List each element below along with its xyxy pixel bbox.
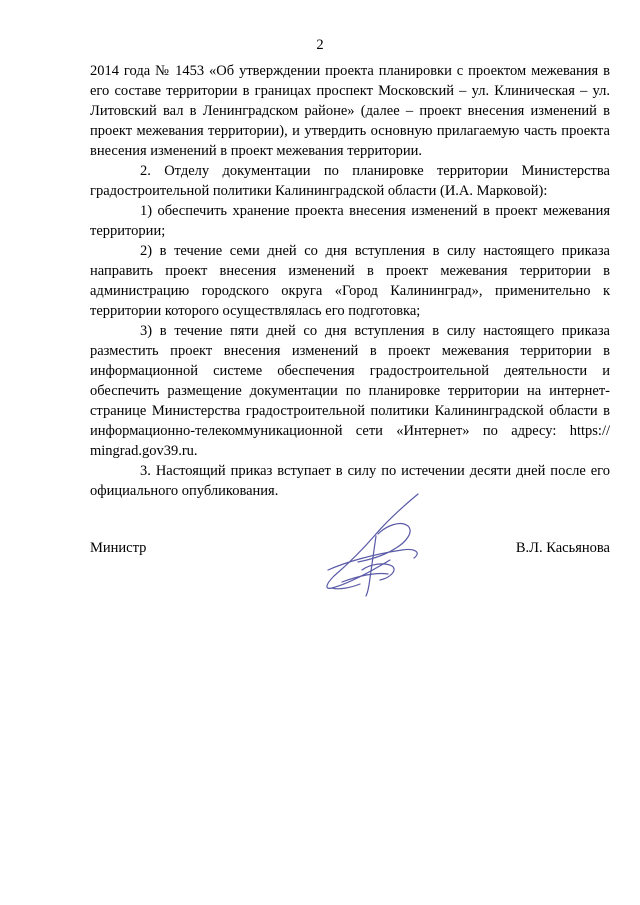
signer-title: Министр <box>90 540 147 556</box>
document-body <box>90 61 610 501</box>
paragraph-subitem-2: 2) в течение семи дней со дня вступления в силу настоящего приказа направить проект внесения изменений в проект межевания территории в администрацию городского округа «Город Калининград», применительно к территории которого осуществлялась его подготовка; <box>90 243 610 319</box>
signature-block <box>90 528 610 618</box>
paragraph-item-3: 3. Настоящий приказ вступает в силу по истечении десяти дней после его официального опубликования. <box>90 463 610 499</box>
handwritten-signature <box>318 490 438 600</box>
paragraph-continuation: 2014 года № 1453 «Об утверждении проекта планировки с проектом межевания в его составе территории в границах проспект Московский – ул. Клиническая – ул. Литовский вал в Ленинградском районе» (далее – проект внесения изменений в проект межевания территории), и утвердить основную прилагаемую часть проекта внесения изменений в проект межевания территории. <box>90 63 610 159</box>
page-number: 2 <box>316 37 324 53</box>
paragraph-subitem-1: 1) обеспечить хранение проекта внесения изменений в проект межевания территории; <box>90 203 610 239</box>
paragraph-subitem-3: 3) в течение пяти дней со дня вступления в силу настоящего приказа разместить проект внесения изменений в проект межевания территории в информационной системе обеспечения градостроительной деятельности и обеспечить размещение документации по планировке территории на интернет-странице Министерства градостроительной политики Калининградской области в информационно-телекоммуникационной сети «Интернет» по адресу: https:// mingrad.gov39.ru. <box>90 323 610 459</box>
signer-name: В.Л. Касьянова <box>515 540 610 556</box>
paragraph-item-2: 2. Отделу документации по планировке территории Министерства градостроительной политики Калининградской области (И.А. Марковой): <box>90 163 610 199</box>
